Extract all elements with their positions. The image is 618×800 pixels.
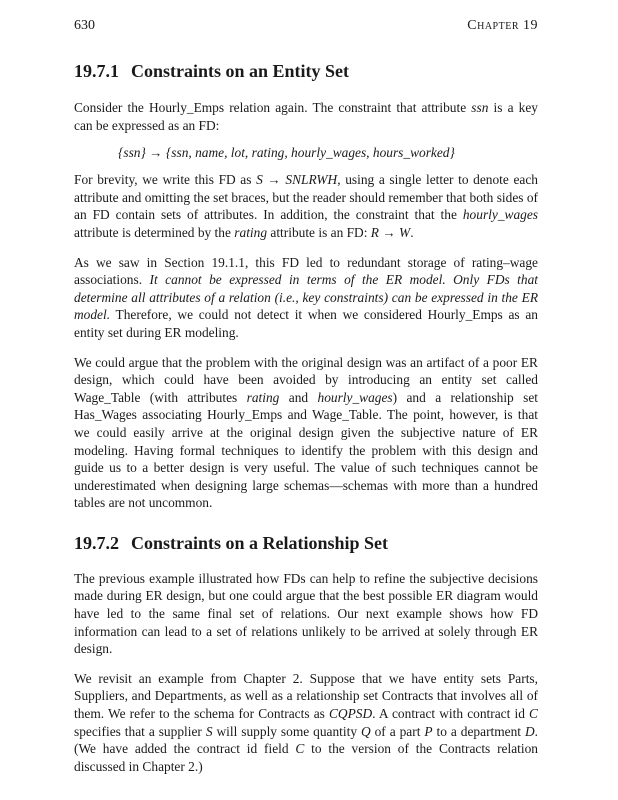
var-p: P: [424, 723, 433, 739]
page-number: 630: [74, 18, 95, 33]
chapter-title: Chapter 19: [467, 18, 538, 33]
text-run: to the version of the Contracts relation discussed in Chapter 2.): [74, 741, 538, 774]
attribute-hourly-wages: hourly_wages: [317, 389, 393, 405]
section-number: 19.7.2: [74, 532, 119, 553]
text-run: ) and a relationship set Has_Wages associating Hourly_Emps and Wage_Table. The point, however, is that we could easily arrive at the original design given the subjective nature of ER modeling. Having formal techniques to identify the problem with this design and guide us to a better design is very useful. The value of such techniques cannot be underestimated when designing large schemas—schemas with more than a hundred tables are not uncommon.: [74, 389, 539, 511]
fd-snlrwh: S → SNLRWH: [256, 172, 338, 188]
page-body: [74, 56, 538, 775]
fd-arrow: →: [145, 145, 166, 161]
text-run: . (We have added the contract id field: [74, 723, 539, 757]
text-run: of a part: [370, 723, 425, 739]
fd-r-w: R → W: [370, 224, 411, 240]
text-run: Consider the Hourly_Emps relation again. The constraint that attribute: [74, 100, 472, 115]
fd-formula: [74, 144, 538, 161]
attribute-rating: rating: [234, 224, 268, 240]
text-run: attribute is determined by the: [74, 224, 235, 240]
paragraph-er-design-argument: [74, 354, 538, 512]
text-run: attribute is an FD:: [267, 224, 371, 240]
attribute-rating: rating: [246, 389, 280, 405]
text-run: .: [410, 224, 414, 240]
text-run: is a key can be expressed as an FD:: [74, 100, 538, 133]
var-d: D: [524, 723, 535, 739]
section-title: Constraints on a Relationship Set: [131, 532, 389, 553]
fd-lhs: {ssn}: [118, 145, 146, 161]
text-run: will supply some quantity: [212, 723, 361, 739]
text-run: . A contract with contract id: [372, 706, 530, 722]
section-heading-19-7-1: [74, 60, 538, 82]
section-heading-19-7-2: [74, 532, 538, 554]
schema-cqpsd: CQPSD: [329, 706, 373, 722]
var-q: Q: [360, 723, 371, 739]
text-run: For brevity, we write this FD as: [74, 172, 257, 188]
section-number: 19.7.1: [74, 61, 119, 81]
attribute-ssn: ssn: [471, 100, 489, 115]
page-header: [74, 18, 538, 36]
var-s: S: [205, 723, 213, 739]
paragraph-contracts-example: [74, 670, 538, 776]
fd-rhs: {ssn, name, lot, rating, hourly_wages, hours_worked}: [165, 145, 455, 161]
var-c: C: [529, 706, 538, 722]
text-run: We revisit an example from Chapter 2. Suppose that we have entity sets Parts, Suppliers, and Departments, as well as a relationship set Contracts that involves all of them. We refer to the schema for Contracts as: [74, 670, 538, 722]
paragraph-previous-example: The previous example illustrated how FDs can help to refine the subjective decisions made during ER design, but one could argue that the best possible ER diagram would have led to the same final set of relations. Our next example shows how FD information can lead to a set of relations unlikely to be arrived at solely through ER design.: [74, 570, 538, 657]
attribute-hourly-wages: hourly_wages: [462, 207, 538, 223]
emphasis-er-model: It cannot be expressed in terms of the ER model. Only FDs that determine all attributes of a relation (i.e., key constraints) can be expressed in the ER model.: [74, 272, 538, 323]
section-title: Constraints on an Entity Set: [131, 61, 350, 81]
text-run: Therefore, we could not detect it when we considered Hourly_Emps as an entity set during ER modeling.: [74, 307, 538, 340]
var-c: C: [295, 741, 305, 757]
text-run: We could argue that the problem with the original design was an artifact of a poor ER design, which could have been avoided by introducing an entity set called Wage_Table (with attributes: [74, 354, 538, 405]
text-run: to a department: [432, 723, 525, 739]
text-run: and: [279, 389, 318, 405]
text-run: specifies that a supplier: [74, 723, 206, 739]
paragraph-redundant-storage: [74, 254, 538, 342]
text-run: , using a single letter to denote each attribute and omitting the set braces, but the reader should remember that both sides of an FD contain sets of attributes. In addition, the constraint that the: [74, 172, 538, 223]
paragraph-hourly-emps-key: [74, 99, 538, 134]
paragraph-fd-brevity: [74, 171, 538, 241]
text-run: As we saw in Section 19.1.1, this FD led to redundant storage of rating–wage associations.: [74, 254, 538, 288]
